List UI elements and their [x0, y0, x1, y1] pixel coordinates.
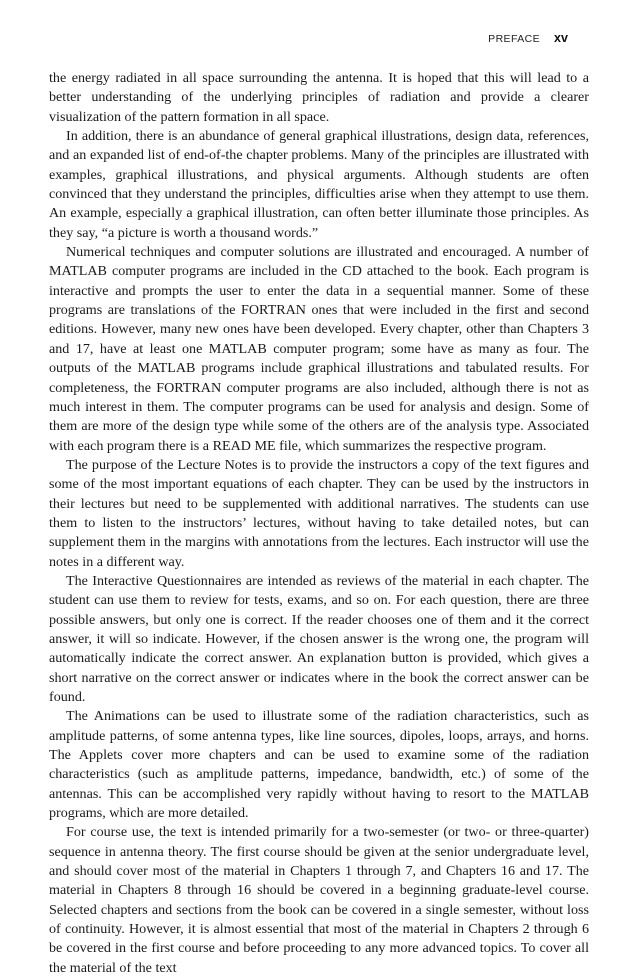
paragraph-lecture-notes: The purpose of the Lecture Notes is to provide the instructors a copy of the text figures and some of the most important equations of each chapter. They can be used by the instructors in their lectures but need to be supplemented with additional narratives. The students can use them to listen to the instructors’ lectures, without having to take detailed notes, but can supplement them in the margins with annotations from the lectures. Each instructor will use the notes in a different way. — [49, 456, 589, 570]
body-text — [49, 69, 589, 978]
paragraph-interactive-questionnaires: The Interactive Questionnaires are intended as reviews of the material in each chapter. The student can use them to review for tests, exams, and so on. For each question, there are three possible answers, but only one is correct. If the reader chooses one of them and it the correct answer, it will so indicate. However, if the chosen answer is the wrong one, the program will automatically indicate the correct answer. An explanation button is provided, which gives a short narrative on the correct answer or indicates where in the book the correct answer can be found. — [49, 572, 589, 705]
paragraph-numerical-techniques: Numerical techniques and computer solutions are illustrated and encouraged. A number of MATLAB computer programs are included in the CD attached to the book. Each program is interactive and prompts the user to enter the data in a sequential manner. Some of these programs are translations of the FORTRAN ones that were included in the first and second editions. However, many new ones have been developed. Every chapter, other than Chapters 3 and 17, have at least one MATLAB computer program; some have as many as four. The outputs of the MATLAB programs include graphical illustrations and tabulated results. For completeness, the FORTRAN computer programs are also included, although there is not as much interest in them. The computer programs can be used for analysis and design. Some of them are more of the design type while some of the others are of the analysis type. Associated with each program there is a READ ME file, which summarizes the respective program. — [49, 244, 589, 454]
running-head: PREFACE — [488, 33, 540, 45]
paragraph-continued: the energy radiated in all space surrounding the antenna. It is hoped that this will lead to a better understanding of the underlying principles of radiation and provide a clearer visualization of the pattern formation in all space. — [49, 70, 589, 125]
paragraph-animations: The Animations can be used to illustrate some of the radiation characteristics, such as amplitude patterns, of some antenna types, like line sources, dipoles, loops, arrays, and horns. The Applets cover more chapters and can be used to examine some of the radiation characteristics (such as amplitude patterns, impedance, bandwidth, etc.) of some of the antennas. This can be accomplished very rapidly without having to resort to the MATLAB programs, which are more detailed. — [49, 708, 589, 822]
paragraph-graphical-illustrations: In addition, there is an abundance of general graphical illustrations, design data, references, and an expanded list of end-of-the chapter problems. Many of the principles are illustrated with examples, graphical illustrations, and physical arguments. Although students are often convinced that they understand the principles, difficulties arise when they attempt to use them. An example, especially a graphical illustration, can often better illuminate those principles. As they say, “a picture is worth a thousand words.” — [49, 128, 589, 241]
page-number: xv — [554, 31, 568, 45]
paragraph-course-use: For course use, the text is intended primarily for a two-semester (or two- or three-quarter) sequence in antenna theory. The first course should be given at the senior undergraduate level, and should cover most of the material in Chapters 1 through 7, and Chapters 16 and 17. The material in Chapters 8 through 16 should be covered in a beginning graduate-level course. Selected chapters and sections from the book can be covered in a single semester, without loss of continuity. However, it is almost essential that most of the material in Chapters 2 through 6 be covered in the first course and before proceeding to any more advanced topics. To cover all the material of the text — [49, 824, 589, 976]
